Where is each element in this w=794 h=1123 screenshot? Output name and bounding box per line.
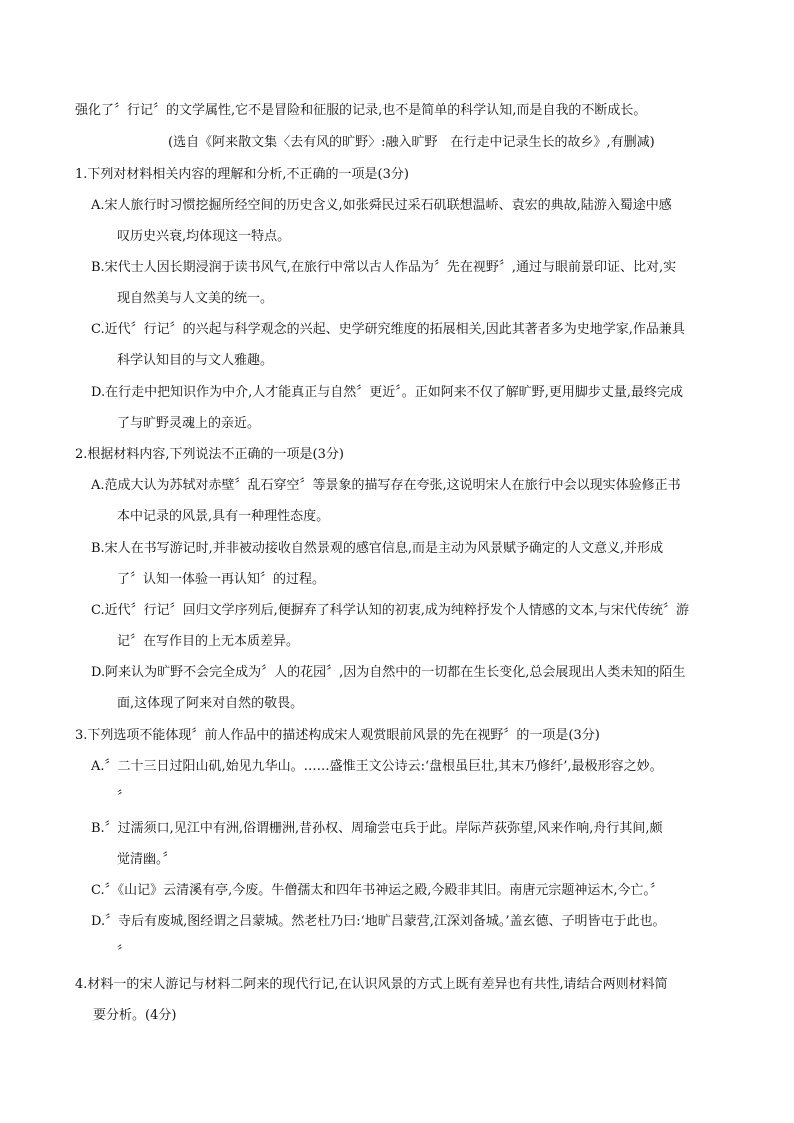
q2-option-d-cont: 面,这体现了阿来对自然的敬畏。 (117, 696, 304, 711)
q4-stem: 4.材料一的宋人游记与材料二阿来的现代行记,在认识风景的方式上既有差异也有共性,请结合两则材料简 (75, 977, 668, 992)
q1-stem: 1.下列对材料相关内容的理解和分析,不正确的一项是(3分) (75, 167, 409, 182)
q3-option-a: A.〞二十三日过阳山矶,始见九华山。……盛惟王文公诗云:‘盘根虽巨壮,其末乃修纤’,最极形容之妙。 (91, 759, 663, 774)
q2-option-a-cont: 本中记录的风景,具有一种理性态度。 (117, 509, 330, 524)
q3-option-b-cont: 觉清幽。〞 (117, 852, 176, 867)
q2-stem: 2.根据材料内容,下列说法不正确的一项是(3分) (75, 447, 344, 462)
q2-option-c-cont: 记〞在写作目的上无本质差异。 (117, 634, 300, 649)
q4-stem-cont: 要分析。(4分) (93, 1008, 177, 1023)
q2-option-b-cont: 了〞认知一体验一再认知〞的过程。 (117, 572, 326, 587)
q2-option-b: B.宋人在书写游记时,并非被动接收自然景观的感官信息,而是主动为风景赋予确定的人文意义,并形成 (91, 541, 664, 556)
q3-stem: 3.下列选项不能体现〞前人作品中的描述构成宋人观赏眼前风景的先在视野〞的一项是(3分) (75, 728, 600, 743)
q1-option-d: D.在行走中把知识作为中介,人才能真正与自然〞更近〞。正如阿来不仅了解旷野,更用脚步丈量,最终完成 (91, 385, 683, 400)
q2-option-a: A.范成大认为苏轼对赤壁〞乱石穿空〞等景象的描写存在夸张,这说明宋人在旅行中会以现实体验修正书 (91, 478, 681, 493)
source-citation: (选自《阿来散文集〈去有风的旷野〉:融入旷野 在行走中记录生长的故乡》,有删减) (168, 135, 655, 150)
q3-option-c: C.〞《山记》云清溪有亭,今废。牛僧孺太和四年书神运之殿,今殿非其旧。南唐元宗题神运木,今亡。〞 (91, 883, 664, 898)
q1-option-d-cont: 了与旷野灵魂上的亲近。 (117, 416, 261, 431)
q1-option-c-cont: 科学认知目的与文人雅趣。 (117, 353, 274, 368)
q3-option-d-cont: 〞 (117, 945, 131, 960)
q3-option-d: D.〞寺后有废城,图经谓之吕蒙城。然老杜乃曰:‘地旷吕蒙营,江深刘备城。’盖玄德、子明皆屯于此也。 (91, 914, 666, 929)
q2-option-d: D.阿来认为旷野不会完全成为〞人的花园〞,因为自然中的一切都在生长变化,总会展现出人类未知的陌生 (91, 665, 686, 680)
q3-option-b: B.〞过濡须口,见江中有洲,俗谓栅洲,昔孙权、周瑜尝屯兵于此。岸际芦荻弥望,风来作响,舟行其间,颇 (91, 821, 663, 836)
q1-option-c: C.近代〞行记〞的兴起与科学观念的兴起、史学研究维度的拓展相关,因此其著者多为史地学家,作品兼具 (91, 322, 685, 337)
q1-option-b: B.宋代士人因长期浸润于读书风气,在旅行中常以古人作品为〞先在视野〞,通过与眼前景印证、比对,实 (91, 260, 677, 275)
intro-line-1: 强化了〞行记〞的文学属性,它不是冒险和征服的记录,也不是简单的科学认知,而是自我的不断成长。 (75, 103, 647, 118)
q1-option-a-cont: 叹历史兴衰,均体现这一特点。 (117, 229, 291, 244)
q1-option-b-cont: 现自然美与人文美的统一。 (117, 291, 274, 306)
q3-option-a-cont: 〞 (117, 790, 131, 805)
q2-option-c: C.近代〞行记〞回归文学序列后,便摒弃了科学认知的初衷,成为纯粹抒发个人情感的文本,与宋代传统〞游 (91, 603, 690, 618)
q1-option-a: A.宋人旅行时习惯挖掘所经空间的历史含义,如张舜民过采石矶联想温峤、袁宏的典故,陆游入蜀途中感 (91, 198, 672, 213)
